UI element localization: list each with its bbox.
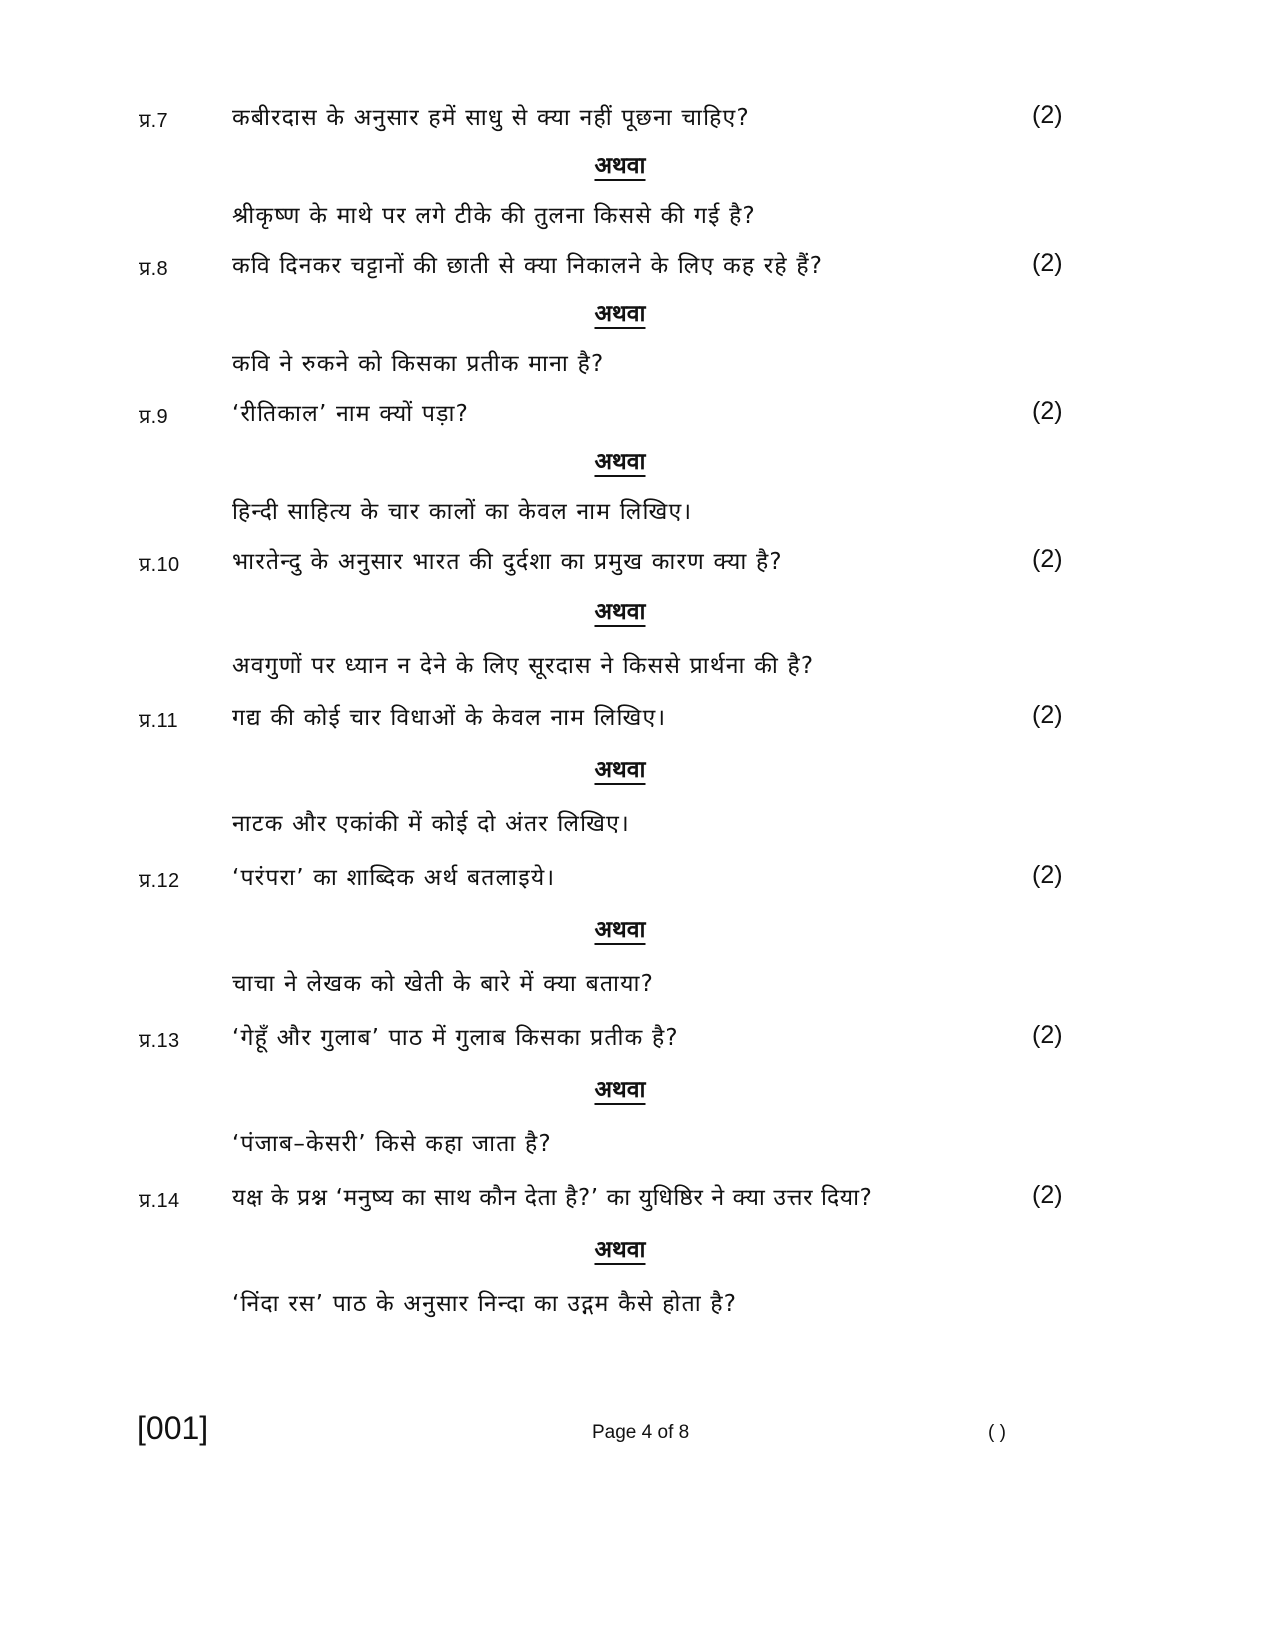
alternate-question-row [0,1284,1275,1324]
question-number: प्र.9 [139,406,168,428]
question-number: प्र.10 [139,554,180,576]
question-marks: (2) [1032,545,1063,573]
question-marks: (2) [1032,101,1063,129]
or-row [0,1072,1275,1112]
or-label: अथवा [594,1237,646,1263]
question-text: ‘रीतिकाल’ नाम क्यों पड़ा? [232,401,470,427]
question-number: प्र.12 [139,870,180,892]
question-marks: (2) [1032,1181,1063,1209]
or-row [0,594,1275,634]
question-marks: (2) [1032,1021,1063,1049]
or-row [0,296,1275,336]
paper-code: [001] [137,1410,209,1446]
or-row [0,912,1275,952]
question-row [0,98,1275,138]
question-row [0,394,1275,434]
or-label: अथवा [594,153,646,179]
alternate-question-text: हिन्दी साहित्य के चार कालों का केवल नाम लिखिए। [232,499,693,525]
alternate-question-text: नाटक और एकांकी में कोई दो अंतर लिखिए। [232,811,630,837]
footer-parentheses: ( ) [988,1422,1006,1443]
or-label: अथवा [594,1077,646,1103]
question-row [0,1178,1275,1218]
question-number: प्र.13 [139,1030,180,1052]
alternate-question-text: कवि ने रुकने को किसका प्रतीक माना है? [232,351,605,377]
question-text: कवि दिनकर चट्टानों की छाती से क्या निकालने के लिए कह रहे हैं? [232,253,824,279]
or-label: अथवा [594,301,646,327]
question-row [0,858,1275,898]
alternate-question-text: ‘निंदा रस’ पाठ के अनुसार निन्दा का उद्गम कैसे होता है? [232,1291,738,1317]
question-marks: (2) [1032,397,1063,425]
alternate-question-row [0,804,1275,844]
question-row [0,246,1275,286]
question-row [0,542,1275,582]
or-row [0,1232,1275,1272]
alternate-question-row [0,344,1275,384]
question-row [0,1018,1275,1058]
question-text: भारतेन्दु के अनुसार भारत की दुर्दशा का प्रमुख कारण क्या है? [232,549,783,575]
question-marks: (2) [1032,861,1063,889]
or-label: अथवा [594,449,646,475]
or-label: अथवा [594,599,646,625]
question-text: ‘गेहूँ और गुलाब’ पाठ में गुलाब किसका प्रतीक है? [232,1025,679,1051]
alternate-question-row [0,1124,1275,1164]
alternate-question-text: ‘पंजाब–केसरी’ किसे कहा जाता है? [232,1131,552,1157]
question-text: कबीरदास के अनुसार हमें साधु से क्या नहीं पूछना चाहिए? [232,105,750,131]
question-row [0,698,1275,738]
alternate-question-row [0,646,1275,686]
page-footer [0,1410,1275,1460]
question-number: प्र.7 [139,110,168,132]
or-label: अथवा [594,917,646,943]
alternate-question-row [0,492,1275,532]
or-row [0,444,1275,484]
alternate-question-row [0,196,1275,236]
question-number: प्र.11 [139,710,178,732]
alternate-question-row [0,964,1275,1004]
page-number: Page 4 of 8 [592,1422,690,1443]
question-text: यक्ष के प्रश्न ‘मनुष्य का साथ कौन देता है?’ का युधिष्ठिर ने क्या उत्तर दिया? [232,1185,873,1211]
question-marks: (2) [1032,701,1063,729]
or-row [0,148,1275,188]
question-marks: (2) [1032,249,1063,277]
alternate-question-text: अवगुणों पर ध्यान न देने के लिए सूरदास ने किससे प्रार्थना की है? [232,653,815,679]
question-number: प्र.8 [139,258,168,280]
or-row [0,752,1275,792]
alternate-question-text: श्रीकृष्ण के माथे पर लगे टीके की तुलना किससे की गई है? [232,203,756,229]
alternate-question-text: चाचा ने लेखक को खेती के बारे में क्या बताया? [232,971,655,997]
or-label: अथवा [594,757,646,783]
question-text: ‘परंपरा’ का शाब्दिक अर्थ बतलाइये। [232,865,556,891]
question-number: प्र.14 [139,1190,180,1212]
question-text: गद्य की कोई चार विधाओं के केवल नाम लिखिए। [232,705,667,731]
